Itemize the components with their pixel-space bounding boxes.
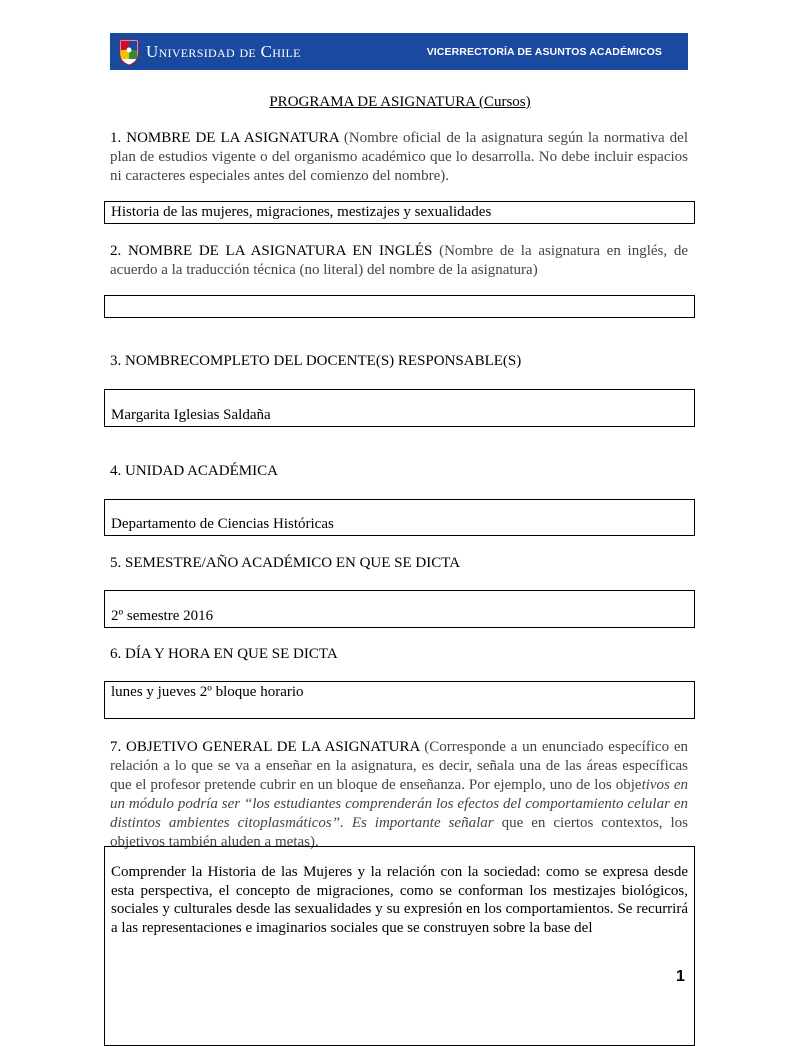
section-7-description (110, 738, 688, 852)
university-name: Universidad de Chile (146, 41, 301, 61)
section-1-note: (Nombre oficial de la asignatura según la normativa del plan de estudios vigente o del organismo académico que lo desarrolla. No debe incluir espacios ni caracteres especiales antes del comienzo del nombre). (110, 130, 688, 184)
general-objective-field[interactable] (104, 846, 695, 1046)
section-7-heading: 7. OBJETIVO GENERAL DE LA ASIGNATURA (110, 739, 420, 755)
schedule-value: lunes y jueves 2º bloque horario (111, 684, 304, 700)
university-crest-icon (118, 38, 140, 66)
general-objective-value: Comprender la Historia de las Mujeres y la relación con la sociedad: como se expresa desde esta perspectiva, el concepto de migraciones, como se conforman los mestizajes biológicos, sociales y culturales desde las sexualidades y su expresión en los comportamientos. Se recurrirá a las representaciones e imaginarios sociales que se construyen sobre la base del (111, 864, 688, 936)
section-7-note-italic: tivos en un módulo podría ser “los estudiantes comprenderán los efectos del comportamiento celular en distintos ambientes citoplasmáticos”. Es importante señalar (110, 777, 688, 831)
university-brand (118, 38, 301, 66)
vicerrectoria-label: VICERRECTORÍA DE ASUNTOS ACADÉMICOS (426, 45, 662, 58)
academic-unit-value: Departamento de Ciencias Históricas (111, 516, 334, 532)
section-4-heading: 4. UNIDAD ACADÉMICA (110, 463, 278, 479)
section-7-note-1: (Corresponde a un enunciado específico en relación a lo que se va a enseñar en la asignatura, es decir, señala una de las áreas específicas que el profesor pretende cubrir en un bloque de enseñanza. Por ejemplo, uno de los obje (110, 739, 688, 793)
section-2-description (110, 242, 688, 280)
section-1-description (110, 129, 688, 186)
section-6-heading: 6. DÍA Y HORA EN QUE SE DICTA (110, 646, 338, 662)
document-title: PROGRAMA DE ASIGNATURA (Cursos) (269, 94, 531, 110)
schedule-field[interactable] (104, 681, 695, 719)
section-3-heading: 3. NOMBRECOMPLETO DEL DOCENTE(S) RESPONSABLE(S) (110, 353, 522, 369)
teacher-name-value: Margarita Iglesias Saldaña (111, 407, 271, 423)
section-5-heading: 5. SEMESTRE/AÑO ACADÉMICO EN QUE SE DICTA (110, 555, 461, 571)
semester-field[interactable] (104, 590, 695, 628)
academic-unit-field[interactable] (104, 499, 695, 536)
course-name-field[interactable] (104, 201, 695, 224)
section-7-note-2: que en ciertos contextos, los objetivos también aluden a metas). (110, 815, 689, 850)
section-2-note: (Nombre de la asignatura en inglés, de acuerdo a la traducción técnica (no literal) del nombre de la asignatura) (110, 243, 688, 278)
teacher-name-field[interactable] (104, 389, 695, 427)
section-2-heading: 2. NOMBRE DE LA ASIGNATURA EN INGLÉS (110, 243, 433, 259)
course-name-value: Historia de las mujeres, migraciones, mestizajes y sexualidades (111, 204, 492, 220)
header-banner (110, 33, 688, 70)
page-number: 1 (676, 968, 685, 985)
english-course-name-field[interactable] (104, 295, 695, 318)
semester-value: 2º semestre 2016 (111, 608, 214, 624)
section-1-heading: 1. NOMBRE DE LA ASIGNATURA (110, 130, 339, 146)
